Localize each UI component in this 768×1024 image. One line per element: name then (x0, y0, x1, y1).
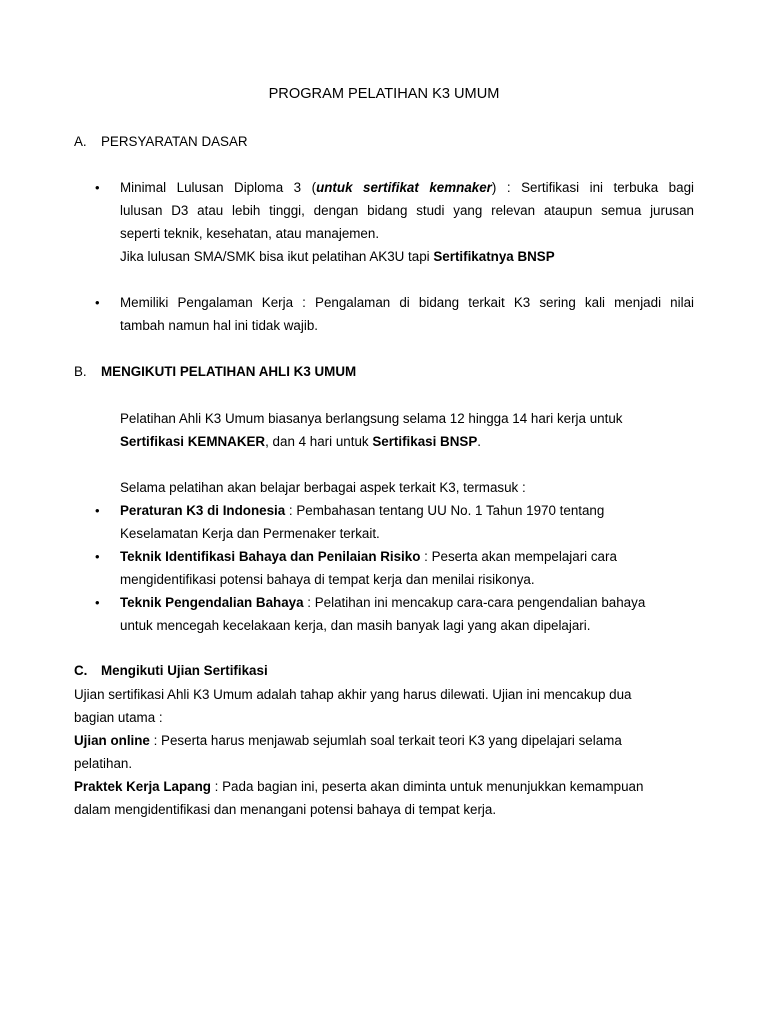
text-line: tambah namun hal ini tidak wajib. (120, 318, 318, 333)
bullet-icon: • (95, 180, 100, 195)
bullet-icon: • (95, 295, 100, 310)
text-line: Teknik Pengendalian Bahaya : Pelatihan ini mencakup cara-cara pengendalian bahaya (120, 595, 646, 610)
text-line: seperti teknik, kesehatan, atau manajemen. (120, 226, 380, 241)
paragraph-aspek (120, 476, 694, 499)
text-line: Selama pelatihan akan belajar berbagai aspek terkait K3, termasuk : (120, 480, 526, 495)
bullet-icon: • (95, 503, 100, 518)
paragraph-durasi (120, 407, 694, 453)
text-line: Ujian sertifikasi Ahli K3 Umum adalah tahap akhir yang harus dilewati. Ujian ini mencakup dua (74, 687, 632, 702)
text-line: Keselamatan Kerja dan Permenaker terkait. (120, 526, 380, 541)
text-line: Praktek Kerja Lapang : Pada bagian ini, peserta akan diminta untuk menunjukkan kemampuan (74, 779, 644, 794)
section-a-title: PERSYARATAN DASAR (101, 134, 248, 149)
section-a-letter: A. (74, 134, 87, 149)
text-line: Ujian online : Peserta harus menjawab sejumlah soal terkait teori K3 yang dipelajari selama (74, 733, 622, 748)
text-line: pelatihan. (74, 756, 133, 771)
section-c-title: Mengikuti Ujian Sertifikasi (101, 663, 268, 678)
bullet-icon: • (95, 549, 100, 564)
list-item-identifikasi (120, 545, 694, 591)
text-line: lulusan D3 atau lebih tinggi, dengan bidang studi yang relevan ataupun semua jurusan (120, 203, 694, 218)
section-b-letter: B. (74, 364, 87, 379)
paragraph-ujian (74, 683, 694, 821)
section-c-letter: C. (74, 663, 88, 678)
text-line: Minimal Lulusan Diploma 3 (untuk sertifikat kemnaker) : Sertifikasi ini terbuka bagi (120, 180, 694, 195)
section-a-heading (74, 131, 248, 153)
text-line: Jika lulusan SMA/SMK bisa ikut pelatihan AK3U tapi Sertifikatnya BNSP (120, 249, 555, 264)
section-b-heading (74, 361, 356, 383)
list-item-peraturan (120, 499, 694, 545)
text-line: untuk mencegah kecelakaan kerja, dan masih banyak lagi yang akan dipelajari. (120, 618, 591, 633)
bullet-icon: • (95, 595, 100, 610)
page-title: PROGRAM PELATIHAN K3 UMUM (268, 86, 500, 102)
text-line: bagian utama : (74, 710, 163, 725)
text-line: dalam mengidentifikasi dan menangani potensi bahaya di tempat kerja. (74, 802, 497, 817)
text-line: Teknik Identifikasi Bahaya dan Penilaian Risiko : Peserta akan mempelajari cara (120, 549, 617, 564)
text-line: Sertifikasi KEMNAKER, dan 4 hari untuk Sertifikasi BNSP. (120, 434, 481, 449)
section-b-title: MENGIKUTI PELATIHAN AHLI K3 UMUM (101, 364, 357, 379)
list-item-minimal-lulusan (120, 176, 694, 268)
text-line: Memiliki Pengalaman Kerja : Pengalaman di bidang terkait K3 sering kali menjadi nilai (120, 295, 694, 310)
list-item-pengalaman-kerja (120, 291, 694, 337)
text-line: Peraturan K3 di Indonesia : Pembahasan tentang UU No. 1 Tahun 1970 tentang (120, 503, 605, 518)
text-line: Pelatihan Ahli K3 Umum biasanya berlangsung selama 12 hingga 14 hari kerja untuk (120, 411, 623, 426)
list-item-pengendalian (120, 591, 694, 637)
section-c-heading (74, 660, 268, 682)
text-line: mengidentifikasi potensi bahaya di tempat kerja dan menilai risikonya. (120, 572, 535, 587)
